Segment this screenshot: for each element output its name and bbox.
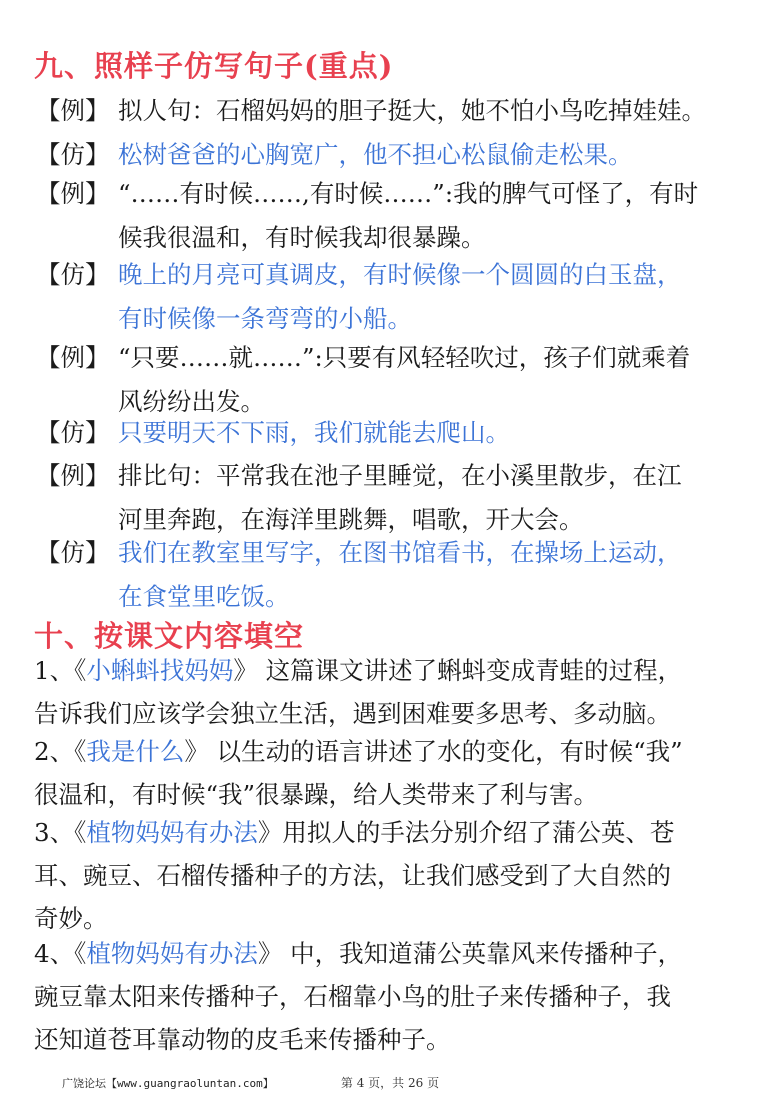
- entry-tag: 【仿】: [36, 418, 110, 447]
- page-number: 第 4 页，共 26 页: [340, 1076, 440, 1090]
- book-open-bracket: 《: [74, 737, 87, 766]
- fill-item-1: [34, 649, 762, 735]
- item-number: 3、: [34, 818, 75, 847]
- book-title: 小蝌蚪找妈妈: [86, 656, 234, 685]
- book-title: 我是什么: [86, 737, 185, 766]
- fill-item-3: [34, 811, 762, 940]
- fill-item-2: [34, 730, 762, 816]
- section-9-heading: 九、照样子仿写句子(重点): [34, 49, 394, 83]
- book-close-bracket: 》: [233, 656, 258, 685]
- entry-line: 我们在教室里写字，在图书馆看书，在操场上运动，: [118, 538, 682, 567]
- item-line: 豌豆靠太阳来传播种子，石榴靠小鸟的肚子来传播种子，我: [34, 982, 671, 1011]
- item-text: 中，我知道蒲公英靠风来传播种子，: [290, 939, 683, 968]
- entry-line: 晚上的月亮可真调皮，有时候像一个圆圆的白玉盘，: [118, 260, 682, 289]
- entry-line: 有时候像一条弯弯的小船。: [118, 304, 412, 333]
- book-open-bracket: 《: [74, 656, 87, 685]
- item-line: 很温和，有时候“我”很暴躁，给人类带来了利与害。: [34, 780, 599, 809]
- item-number: 4、: [34, 939, 75, 968]
- book-close-bracket: 》: [184, 737, 209, 766]
- section-10-heading: 十、按课文内容填空: [34, 619, 305, 653]
- footer-site-link[interactable]: 广饶论坛【www.guangraoluntan.com】: [62, 1077, 274, 1090]
- imitation-entry-3: [36, 411, 760, 455]
- item-line: 告诉我们应该学会独立生活，遇到困难要多思考、多动脑。: [34, 699, 671, 728]
- item-text: 这篇课文讲述了蝌蚪变成青蛙的过程，: [265, 656, 683, 685]
- entry-tag: 【仿】: [36, 538, 110, 567]
- entry-line: 候我很温和，有时候我却很暴躁。: [118, 223, 486, 252]
- entry-line: 排比句：平常我在池子里睡觉，在小溪里散步，在江: [118, 461, 682, 490]
- book-open-bracket: 《: [74, 818, 87, 847]
- item-text: 以生动的语言讲述了水的变化，有时候“我”: [216, 737, 683, 766]
- imitation-entry-1: [36, 133, 760, 177]
- entry-tag: 【例】: [36, 461, 110, 490]
- book-close-bracket: 》: [257, 939, 283, 968]
- entry-tag: 【仿】: [36, 140, 110, 169]
- entry-line: “只要……就……”:只要有风轻轻吹过，孩子们就乘着: [118, 343, 691, 372]
- entry-line: 松树爸爸的心胸宽广，他不担心松鼠偷走松果。: [118, 140, 633, 169]
- entry-tag: 【例】: [36, 179, 110, 208]
- example-entry-4: [36, 454, 760, 542]
- entry-line: “……有时候……,有时候……”:我的脾气可怪了，有时: [118, 179, 699, 208]
- item-line: 还知道苍耳靠动物的皮毛来传播种子。: [34, 1025, 451, 1054]
- item-line: 耳、豌豆、石榴传播种子的方法，让我们感受到了大自然的: [34, 861, 671, 890]
- entry-tag: 【例】: [36, 343, 110, 372]
- imitation-entry-4: [36, 531, 760, 619]
- book-close-bracket: 》: [257, 818, 283, 847]
- item-number: 2、: [34, 737, 75, 766]
- entry-line: 在食堂里吃饭。: [118, 582, 290, 611]
- entry-tag: 【仿】: [36, 260, 110, 289]
- book-title: 植物妈妈有办法: [86, 818, 258, 847]
- entry-tag: 【例】: [36, 96, 110, 125]
- entry-line: 风纷纷出发。: [118, 387, 265, 416]
- item-number: 1、: [34, 656, 75, 685]
- entry-line: 只要明天不下雨，我们就能去爬山。: [118, 418, 510, 447]
- example-entry-2: [36, 172, 760, 260]
- fill-item-4: [34, 932, 762, 1061]
- book-title: 植物妈妈有办法: [86, 939, 258, 968]
- example-entry-1: [36, 89, 760, 133]
- book-open-bracket: 《: [74, 939, 87, 968]
- imitation-entry-2: [36, 253, 760, 341]
- item-text: 用拟人的手法分别介绍了蒲公英、苍: [282, 818, 675, 847]
- item-line: 奇妙。: [34, 904, 108, 933]
- entry-line: 河里奔跑，在海洋里跳舞，唱歌，开大会。: [118, 505, 584, 534]
- entry-line: 拟人句：石榴妈妈的胆子挺大，她不怕小鸟吃掉娃娃。: [118, 96, 706, 125]
